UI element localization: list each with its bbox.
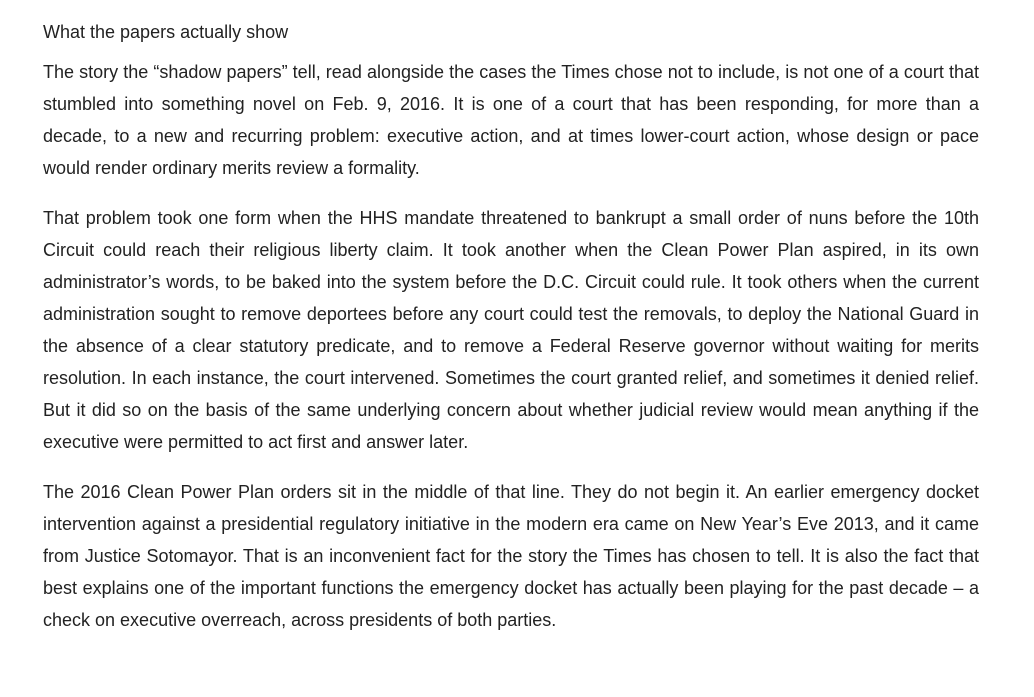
paragraph-3: The 2016 Clean Power Plan orders sit in the middle of that line. They do not begin it. An earlier emergency docket intervention against a presidential regulatory initiative in the modern era came on New Year’s Eve 2013, and it came from Justice Sotomayor. That is an inconvenient fact for the story the Times has chosen to tell. It is also the fact that best explains one of the important functions the emergency docket has actually been playing for the past decade – a check on executive overreach, across presidents of both parties. [43, 482, 979, 630]
paragraph-1: The story the “shadow papers” tell, read alongside the cases the Times chose not to include, is not one of a court that stumbled into something novel on Feb. 9, 2016. It is one of a court that has been responding, for more than a decade, to a new and recurring problem: executive action, and at times lower-court action, whose design or pace would render ordinary merits review a formality. [43, 62, 979, 178]
article-body [43, 18, 979, 654]
section-heading: What the papers actually show [43, 22, 289, 42]
paragraph-2: That problem took one form when the HHS mandate threatened to bankrupt a small order of nuns before the 10th Circuit could reach their religious liberty claim. It took another when the Clean Power Plan aspired, in its own administrator’s words, to be baked into the system before the D.C. Circuit could rule. It took others when the current administration sought to remove deportees before any court could test the removals, to deploy the National Guard in the absence of a clear statutory predicate, and to remove a Federal Reserve governor without waiting for merits resolution. In each instance, the court intervened. Sometimes the court granted relief, and sometimes it denied relief. But it did so on the basis of the same underlying concern about whether judicial review would mean anything if the executive were permitted to act first and answer later. [43, 208, 979, 452]
